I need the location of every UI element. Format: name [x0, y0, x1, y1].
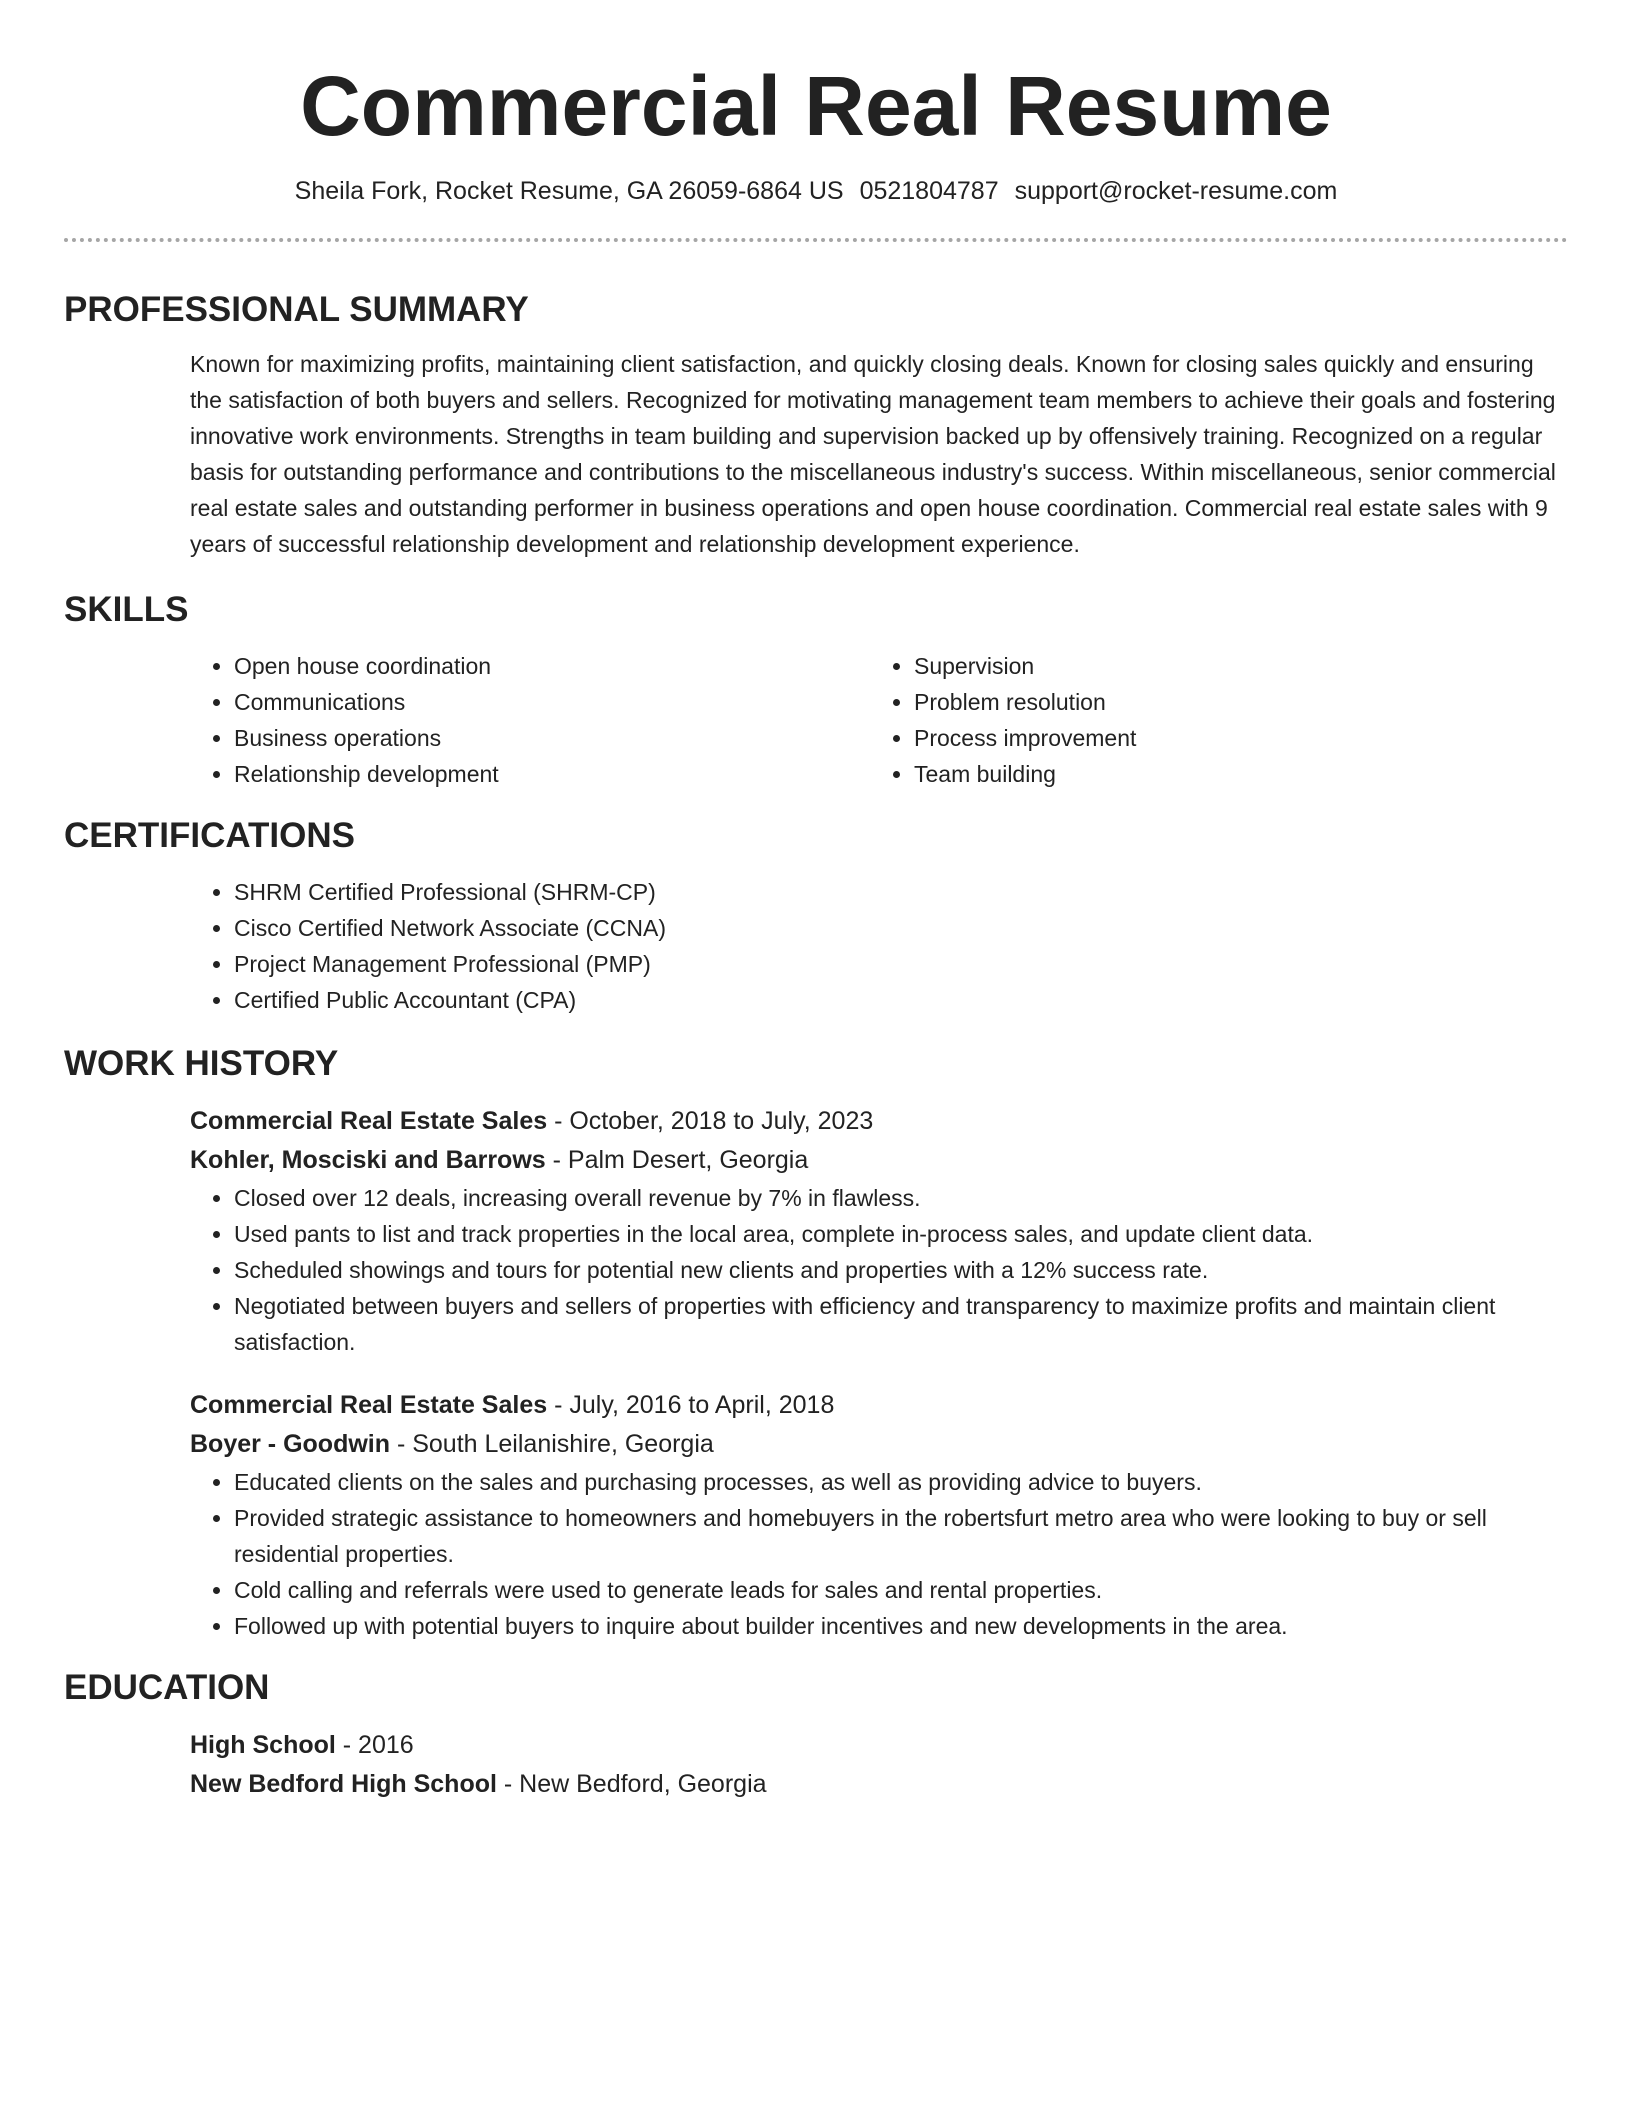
- skill-item: • Team building: [914, 756, 1568, 792]
- job-company-line: [190, 1141, 1568, 1180]
- education-heading: EDUCATION: [64, 1668, 270, 1707]
- education-year: - 2016: [335, 1731, 414, 1759]
- resume-title: Commercial Real Resume: [300, 59, 1332, 153]
- job-location: - Palm Desert, Georgia: [545, 1146, 809, 1174]
- job-bullets: [190, 1180, 1568, 1360]
- job-bullets: [190, 1464, 1568, 1644]
- education-location: - New Bedford, Georgia: [496, 1770, 767, 1798]
- education-entry: [190, 1726, 1568, 1804]
- summary-text: Known for maximizing profits, maintaining client satisfaction, and quickly closing deals. Known for closing sales quickly and ensuring the satisfaction of both buyers and sellers. Recognized for motivating management team members to achieve their goals and fostering innovative work environments. Strengths in team building and supervision backed up by offensively training. Recognized on a regular basis for outstanding performance and contributions to the miscellaneous industry's success. Within miscellaneous, senior commercial real estate sales and outstanding performer in business operations and open house coordination. Commercial real estate sales with 9 years of successful relationship development and relationship development experience.: [190, 351, 1556, 557]
- summary-heading: PROFESSIONAL SUMMARY: [64, 290, 529, 329]
- certification-item: • Project Management Professional (PMP): [234, 946, 1568, 982]
- job-bullet: • Closed over 12 deals, increasing overall revenue by 7% in flawless.: [234, 1180, 1568, 1216]
- job-bullet: • Provided strategic assistance to homeowners and homebuyers in the robertsfurt metro area who were looking to buy or sell residential properties.: [234, 1500, 1568, 1572]
- job-company: Boyer - Goodwin: [190, 1430, 390, 1458]
- job-bullet: • Used pants to list and track properties in the local area, complete in-process sales, and update client data.: [234, 1216, 1568, 1252]
- certifications-heading: CERTIFICATIONS: [64, 816, 356, 855]
- certifications-list: [190, 874, 1568, 1018]
- contact-email: support@rocket-resume.com: [1014, 177, 1338, 205]
- job-dates: - July, 2016 to April, 2018: [547, 1391, 835, 1419]
- skills-list-right: [870, 648, 1568, 792]
- job-company-line: [190, 1425, 1568, 1464]
- contact-phone: 0521804787: [859, 177, 999, 205]
- certification-item: • SHRM Certified Professional (SHRM-CP): [234, 874, 1568, 910]
- job-title: Commercial Real Estate Sales: [190, 1107, 548, 1135]
- skill-item: • Supervision: [914, 648, 1568, 684]
- job-title: Commercial Real Estate Sales: [190, 1391, 548, 1419]
- job-bullet: • Scheduled showings and tours for potential new clients and properties with a 12% success rate.: [234, 1252, 1568, 1288]
- job-entry: [190, 1386, 1568, 1644]
- education-school: New Bedford High School: [190, 1770, 497, 1798]
- education-degree-line: [190, 1726, 1568, 1765]
- job-dates: - October, 2018 to July, 2023: [547, 1107, 874, 1135]
- skill-item: • Relationship development: [234, 756, 870, 792]
- skills-heading: SKILLS: [64, 590, 189, 629]
- job-bullet: • Followed up with potential buyers to inquire about builder incentives and new developments in the area.: [234, 1608, 1568, 1644]
- certification-item: • Certified Public Accountant (CPA): [234, 982, 1568, 1018]
- job-company: Kohler, Mosciski and Barrows: [190, 1146, 546, 1174]
- job-bullet: • Cold calling and referrals were used to generate leads for sales and rental properties.: [234, 1572, 1568, 1608]
- contact-line: [64, 174, 1568, 208]
- education-degree: High School: [190, 1731, 336, 1759]
- job-bullet: • Negotiated between buyers and sellers of properties with efficiency and transparency to maximize profits and maintain client satisfaction.: [234, 1288, 1568, 1360]
- job-location: - South Leilanishire, Georgia: [390, 1430, 714, 1458]
- skill-item: • Process improvement: [914, 720, 1568, 756]
- work-history-heading: WORK HISTORY: [64, 1044, 339, 1083]
- skill-item: • Open house coordination: [234, 648, 870, 684]
- job-title-line: [190, 1386, 1568, 1425]
- skill-item: • Communications: [234, 684, 870, 720]
- skills-grid: [190, 648, 1568, 792]
- education-school-line: [190, 1765, 1568, 1804]
- skill-item: • Problem resolution: [914, 684, 1568, 720]
- job-title-line: [190, 1102, 1568, 1141]
- skills-list-left: [190, 648, 870, 792]
- contact-address: Sheila Fork, Rocket Resume, GA 26059-6864 US: [294, 177, 844, 205]
- job-entry: [190, 1102, 1568, 1360]
- certification-item: • Cisco Certified Network Associate (CCNA): [234, 910, 1568, 946]
- job-bullet: • Educated clients on the sales and purchasing processes, as well as providing advice to buyers.: [234, 1464, 1568, 1500]
- header-divider: [64, 238, 1568, 242]
- skill-item: • Business operations: [234, 720, 870, 756]
